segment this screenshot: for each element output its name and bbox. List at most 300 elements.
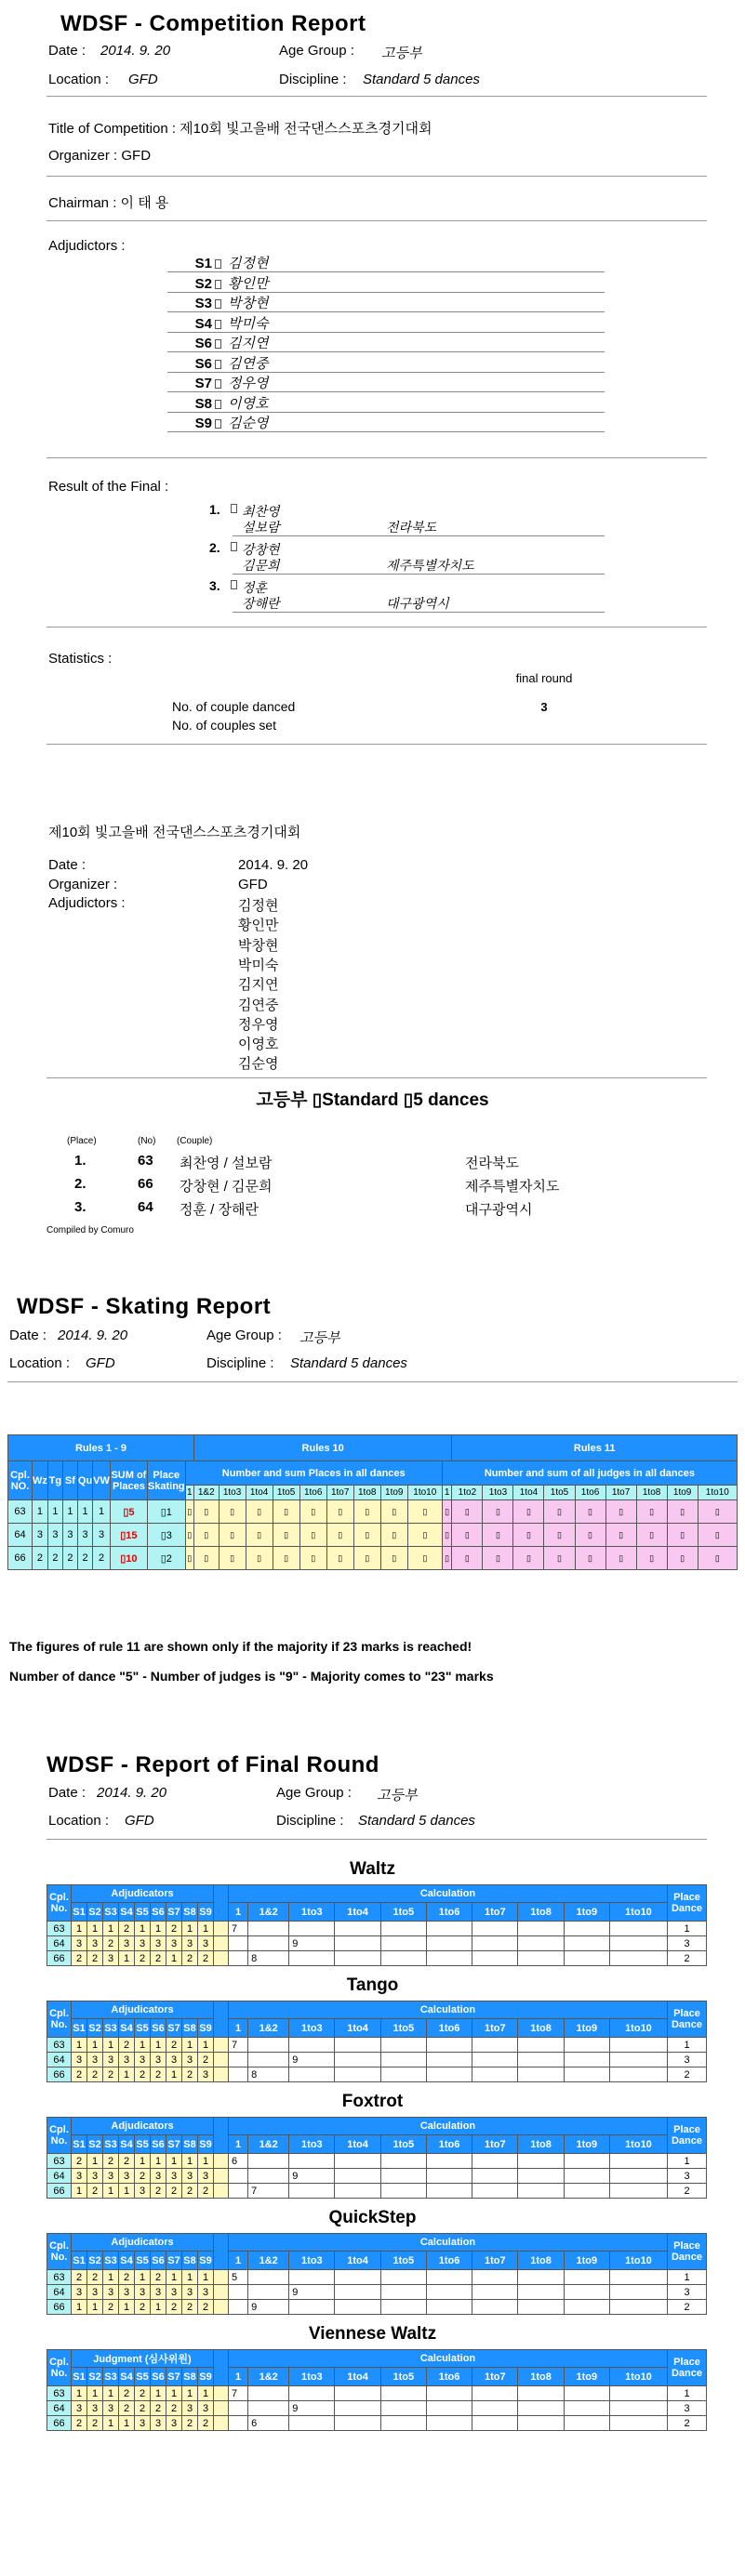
couple-number: 63 [47, 2154, 72, 2169]
calc-cell [609, 2154, 667, 2169]
calc-col-header: 1to3 [289, 2019, 335, 2038]
calc-cell [248, 1922, 289, 1936]
calc-cell: 5 [229, 2270, 248, 2285]
judge-mark: 3 [103, 1951, 119, 1966]
adjudicators-label: Adjudictors : [48, 238, 126, 254]
rules11-cell: ▯ [442, 1500, 452, 1524]
calc-cell [609, 2053, 667, 2067]
place-dance: 3 [668, 2401, 707, 2416]
cpl-no-header: Cpl. No. [47, 2234, 72, 2270]
rules11-cell: ▯ [605, 1524, 636, 1547]
place-dance: 2 [668, 2416, 707, 2431]
sum-of-places: ▯15 [110, 1524, 147, 1547]
judge-mark: 3 [103, 2053, 119, 2067]
judge-header: S9 [198, 2019, 214, 2038]
calc-cell [609, 2038, 667, 2053]
couple-number: 63 [47, 2386, 72, 2401]
judge-mark: 3 [135, 2184, 151, 2199]
calc-cell [609, 2300, 667, 2315]
adjudicator-code: S4 [194, 315, 212, 332]
calc-cell: 7 [248, 2184, 289, 2199]
place-dance: 2 [668, 1951, 707, 1966]
dance-col-header: Qu [77, 1461, 92, 1500]
judge-mark: 3 [72, 2053, 87, 2067]
judge-header: S6 [151, 1903, 166, 1922]
calc-cell [426, 2067, 472, 2082]
calc-col-header: 1to8 [518, 2252, 564, 2270]
rules11-cell: ▯ [452, 1547, 483, 1570]
place-dance: 2 [668, 2300, 707, 2315]
calc-cell [335, 2270, 380, 2285]
calc-cell [564, 2300, 609, 2315]
spacer [214, 2067, 229, 2082]
judge-mark: 2 [72, 2270, 87, 2285]
rules11-cell: ▯ [698, 1500, 737, 1524]
judge-mark: 2 [182, 2300, 198, 2315]
calc-cell [380, 2285, 426, 2300]
calc-cell [335, 1936, 380, 1951]
place-dance: 2 [668, 2184, 707, 2199]
calc-col-header: 1&2 [248, 2019, 289, 2038]
calc-cell [472, 2038, 518, 2053]
calc-cell [518, 1951, 564, 1966]
result-lady: 설보람 [242, 520, 280, 535]
calc-cell [289, 2067, 335, 2082]
rules11-col-header: 1to2 [452, 1486, 483, 1500]
judge-header: S3 [103, 2368, 119, 2386]
rules11-cell: ▯ [483, 1500, 513, 1524]
calc-col-header: 1to9 [564, 2368, 609, 2386]
calc-cell [609, 2401, 667, 2416]
dance-place: 1 [62, 1500, 77, 1524]
judge-header: S7 [166, 2252, 182, 2270]
rules11-cell: ▯ [452, 1500, 483, 1524]
judge-mark: 1 [182, 2270, 198, 2285]
calc-cell [335, 2300, 380, 2315]
rules11-col-header: 1to4 [513, 1486, 544, 1500]
checkbox-icon [215, 339, 221, 349]
couple-number: 64 [47, 2285, 72, 2300]
rules11-col-header: 1to6 [575, 1486, 605, 1500]
calc-cell [229, 2401, 248, 2416]
judge-mark: 1 [182, 1922, 198, 1936]
judge-mark: 1 [119, 2300, 135, 2315]
dance-table [47, 2001, 707, 2082]
age-label: Age Group : [279, 43, 354, 59]
calc-cell [564, 2154, 609, 2169]
judge-mark: 2 [119, 2270, 135, 2285]
spacer [214, 2118, 229, 2154]
judge-mark: 3 [182, 2169, 198, 2184]
couples-set-label: No. of couples set [172, 718, 277, 733]
judge-mark: 2 [103, 2154, 119, 2169]
judge-header: S5 [135, 2019, 151, 2038]
judge-header: S1 [72, 1903, 87, 1922]
dance-title: Tango [346, 1975, 399, 1995]
judge-mark: 2 [119, 2038, 135, 2053]
rules10-col-header: 1 [185, 1486, 193, 1500]
judge-mark: 1 [103, 2386, 119, 2401]
dance-place: 2 [62, 1547, 77, 1570]
cpl-no-header: Cpl. No. [47, 1885, 72, 1922]
judge-mark: 3 [198, 1936, 214, 1951]
cpl-no-header: Cpl. No. [47, 2118, 72, 2154]
report-title: WDSF - Competition Report [60, 11, 366, 36]
dance-col-header: Sf [62, 1461, 77, 1500]
judge-mark: 2 [198, 2184, 214, 2199]
calc-cell [380, 1951, 426, 1966]
judge-mark: 1 [182, 2386, 198, 2401]
result-region: 전라북도 [386, 520, 437, 535]
judge-header: S8 [182, 2252, 198, 2270]
spacer [214, 2184, 229, 2199]
judge-mark: 3 [198, 2169, 214, 2184]
calc-cell [609, 2067, 667, 2082]
judge-mark: 2 [182, 2067, 198, 2082]
calc-cell [335, 2416, 380, 2431]
rules10-cell: ▯ [219, 1500, 246, 1524]
rules11-cell: ▯ [667, 1500, 698, 1524]
dance-table [47, 2233, 707, 2315]
calc-col-header: 1to8 [518, 2135, 564, 2154]
spacer [214, 2416, 229, 2431]
result-man: 강창현 [242, 542, 280, 557]
judge-mark: 2 [198, 2300, 214, 2315]
judge-mark: 2 [166, 2184, 182, 2199]
calc-cell [380, 1922, 426, 1936]
judge-mark: 3 [166, 2053, 182, 2067]
judge-mark: 3 [72, 2169, 87, 2184]
calculation-header: Calculation [229, 2118, 668, 2135]
judge-mark: 2 [135, 2300, 151, 2315]
divider [233, 535, 605, 536]
judge-mark: 1 [182, 2038, 198, 2053]
calc-cell [248, 2053, 289, 2067]
rules10-cell: ▯ [185, 1500, 193, 1524]
skating-table [7, 1434, 738, 1570]
calc-cell [564, 2386, 609, 2401]
couple-number: 64 [47, 2053, 72, 2067]
judge-mark: 2 [72, 2067, 87, 2082]
calc-cell: 8 [248, 2067, 289, 2082]
rules11-cell: ▯ [544, 1524, 575, 1547]
dance-title: QuickStep [328, 2208, 417, 2227]
judge-mark: 1 [72, 2038, 87, 2053]
place-dance: 1 [668, 2270, 707, 2285]
judge-header: S7 [166, 2135, 182, 2154]
rules11-cell: ▯ [698, 1547, 737, 1570]
judge-mark: 1 [135, 2270, 151, 2285]
calc-cell [472, 2154, 518, 2169]
calc-col-header: 1to6 [426, 2252, 472, 2270]
rules10-cell: ▯ [193, 1524, 219, 1547]
rules11-cell: ▯ [636, 1524, 667, 1547]
calculation-header: Calculation [229, 1885, 668, 1903]
calc-col-header: 1&2 [248, 2135, 289, 2154]
calc-col-header: 1to4 [335, 2368, 380, 2386]
judge-mark: 2 [182, 1951, 198, 1966]
rules11-col-header: 1to10 [698, 1486, 737, 1500]
rules10-cell: ▯ [273, 1524, 299, 1547]
judge-mark: 1 [198, 2154, 214, 2169]
place-dance-header: Place Dance [668, 1885, 707, 1922]
final-round-value: 3 [540, 700, 548, 714]
calc-col-header: 1to3 [289, 2135, 335, 2154]
adjudicator-row [167, 353, 605, 373]
rules11-cell: ▯ [442, 1524, 452, 1547]
compiled-by: Compiled by Comuro [47, 1225, 134, 1235]
skating-note-1: The figures of rule 11 are shown only if the majority if 23 marks is reached! [9, 1639, 472, 1654]
summary-adj-label: Adjudictors : [48, 895, 126, 911]
dance-place: 3 [93, 1524, 111, 1547]
rules10-cell: ▯ [219, 1524, 246, 1547]
spacer [214, 2169, 229, 2184]
calc-cell [564, 1922, 609, 1936]
adjudicator-name: 정우영 [228, 376, 269, 391]
calc-col-header: 1to9 [564, 2019, 609, 2038]
calc-cell [564, 2053, 609, 2067]
date-label: Date : [48, 43, 86, 59]
calc-cell: 6 [229, 2154, 248, 2169]
fr-date: 2014. 9. 20 [97, 1785, 167, 1801]
couple-number: 63 [47, 2270, 72, 2285]
sk-disc-label: Discipline : [206, 1355, 274, 1371]
calc-cell [472, 2285, 518, 2300]
judge-mark: 2 [119, 2401, 135, 2416]
calc-cell [248, 2038, 289, 2053]
adjudicator-row [167, 333, 605, 352]
calc-cell: 9 [289, 2169, 335, 2184]
summary-adjudicator: 정우영 [238, 1016, 279, 1033]
adjudicator-row [167, 313, 605, 333]
calc-cell [289, 2184, 335, 2199]
sk-loc-label: Location : [9, 1355, 71, 1371]
calc-cell [564, 1951, 609, 1966]
divider [233, 574, 605, 575]
calc-cell [564, 2169, 609, 2184]
dance-title: Foxtrot [341, 2092, 404, 2111]
calc-cell [426, 2053, 472, 2067]
rules11-cell: ▯ [513, 1547, 544, 1570]
judge-header: S3 [103, 1903, 119, 1922]
judge-mark: 3 [119, 1936, 135, 1951]
judge-mark: 1 [87, 1922, 103, 1936]
judge-mark: 1 [166, 2270, 182, 2285]
judge-header: S4 [119, 1903, 135, 1922]
rules11-cell: ▯ [605, 1547, 636, 1570]
rules10-col-header: 1to4 [246, 1486, 273, 1500]
judge-mark: 2 [182, 2184, 198, 2199]
calc-cell [248, 2386, 289, 2401]
checkbox-icon [215, 360, 221, 369]
couple-number: 64 [47, 2401, 72, 2416]
fr-age-label: Age Group : [276, 1785, 352, 1801]
judge-mark: 3 [103, 2169, 119, 2184]
calc-cell [426, 2401, 472, 2416]
summary-adjudicator: 박창현 [238, 937, 279, 954]
summary-date-label: Date : [48, 857, 86, 873]
place-skating-header: Place Skating [147, 1461, 185, 1500]
judge-header: S6 [151, 2019, 166, 2038]
calc-cell: 8 [248, 1951, 289, 1966]
judge-mark: 2 [103, 2067, 119, 2082]
calc-cell: 7 [229, 2386, 248, 2401]
calc-col-header: 1to5 [380, 2019, 426, 2038]
calc-cell [248, 1936, 289, 1951]
calc-cell [380, 1936, 426, 1951]
judge-header: S8 [182, 2019, 198, 2038]
judge-header: S1 [72, 2135, 87, 2154]
spacer [214, 1922, 229, 1936]
judge-mark: 1 [87, 2038, 103, 2053]
judge-mark: 3 [119, 2285, 135, 2300]
judge-mark: 3 [198, 2401, 214, 2416]
judge-mark: 3 [166, 2285, 182, 2300]
calc-cell [426, 2154, 472, 2169]
judge-mark: 3 [103, 2285, 119, 2300]
calc-cell [426, 2300, 472, 2315]
calc-cell [229, 1951, 248, 1966]
calc-col-header: 1to8 [518, 1903, 564, 1922]
calc-cell [335, 2053, 380, 2067]
rules10-cell: ▯ [326, 1500, 353, 1524]
calc-cell [609, 2285, 667, 2300]
calc-cell [229, 2300, 248, 2315]
calc-col-header: 1 [229, 2019, 248, 2038]
calc-cell: 9 [289, 1936, 335, 1951]
calc-cell [472, 2053, 518, 2067]
calc-col-header: 1to5 [380, 2135, 426, 2154]
dance-col-header: VW [93, 1461, 111, 1500]
couple-number: 66 [47, 2067, 72, 2082]
judge-mark: 2 [103, 1936, 119, 1951]
calc-cell [472, 2300, 518, 2315]
summary-heading: 고등부 ▯Standard ▯5 dances [256, 1090, 489, 1110]
judge-header: S7 [166, 2019, 182, 2038]
calc-cell [335, 2038, 380, 2053]
calc-cell [335, 1922, 380, 1936]
statistics-label: Statistics : [48, 651, 113, 667]
rules11-col-header: 1to9 [667, 1486, 698, 1500]
adjudicator-row [167, 253, 605, 272]
rules10-col-header: 1to9 [380, 1486, 407, 1500]
skating-title: WDSF - Skating Report [17, 1294, 272, 1319]
dance-table [47, 2349, 707, 2431]
judge-mark: 1 [182, 2154, 198, 2169]
calc-cell [564, 2067, 609, 2082]
calc-cell [335, 2401, 380, 2416]
judge-mark: 2 [103, 2300, 119, 2315]
dance-place: 3 [62, 1524, 77, 1547]
result-row [177, 578, 605, 615]
calc-cell: 9 [289, 2401, 335, 2416]
rules10-cell: ▯ [380, 1547, 407, 1570]
adjudicator-code: S7 [194, 376, 212, 391]
calc-cell [229, 2184, 248, 2199]
judge-header: S2 [87, 2368, 103, 2386]
judge-mark: 1 [135, 2038, 151, 2053]
calc-cell [335, 2184, 380, 2199]
rules11-cell: ▯ [698, 1524, 737, 1547]
calc-cell [426, 2386, 472, 2401]
summary-place: 2. [74, 1176, 86, 1192]
rules11-cell: ▯ [452, 1524, 483, 1547]
calc-cell [518, 2053, 564, 2067]
dance-place: 2 [93, 1547, 111, 1570]
calc-col-header: 1to3 [289, 2252, 335, 2270]
checkbox-icon [215, 259, 221, 269]
rules10-subheader: Number and sum Places in all dances [185, 1461, 442, 1486]
judge-mark: 1 [119, 1951, 135, 1966]
calc-cell [289, 2154, 335, 2169]
judge-mark: 3 [151, 2053, 166, 2067]
cpl-no-header: Cpl. NO. [8, 1461, 33, 1500]
summary-no: 63 [138, 1153, 153, 1169]
calc-col-header: 1to6 [426, 1903, 472, 1922]
judge-mark: 1 [135, 1922, 151, 1936]
judge-mark: 3 [182, 2053, 198, 2067]
calc-cell [426, 2169, 472, 2184]
spacer [214, 1951, 229, 1966]
calculation-header: Calculation [229, 2350, 668, 2368]
adjudicator-code: S6 [194, 336, 212, 351]
place-dance: 1 [668, 2154, 707, 2169]
calc-cell [609, 2270, 667, 2285]
judge-mark: 3 [135, 2416, 151, 2431]
rules10-cell: ▯ [353, 1524, 380, 1547]
rules11-cell: ▯ [544, 1500, 575, 1524]
calc-col-header: 1&2 [248, 1903, 289, 1922]
couple-number: 66 [47, 1951, 72, 1966]
judge-mark: 1 [198, 1922, 214, 1936]
judge-header: S4 [119, 2252, 135, 2270]
competition-label: Title of Competition : 제10회 빛고을배 전국댄스스포츠경기대회 [48, 121, 432, 137]
dance-table [47, 2117, 707, 2199]
calc-cell: 7 [229, 1922, 248, 1936]
rules10-cell: ▯ [299, 1500, 326, 1524]
calc-cell: 7 [229, 2038, 248, 2053]
place-dance: 3 [668, 1936, 707, 1951]
judge-header: S8 [182, 2368, 198, 2386]
dance-place: 3 [77, 1524, 92, 1547]
rules10-cell: ▯ [326, 1547, 353, 1570]
sum-of-places: ▯10 [110, 1547, 147, 1570]
judge-header: S3 [103, 2135, 119, 2154]
judge-mark: 3 [87, 2169, 103, 2184]
calc-col-header: 1 [229, 1903, 248, 1922]
rules10-cell: ▯ [326, 1524, 353, 1547]
rules10-cell: ▯ [246, 1500, 273, 1524]
calc-cell [289, 2038, 335, 2053]
judge-mark: 3 [87, 2401, 103, 2416]
spacer [214, 1936, 229, 1951]
rules10-cell: ▯ [219, 1547, 246, 1570]
summary-adjudicator: 이영호 [238, 1037, 279, 1053]
judge-mark: 3 [72, 2401, 87, 2416]
dance-place: 3 [33, 1524, 48, 1547]
result-label: Result of the Final : [48, 479, 169, 495]
calc-cell [426, 2416, 472, 2431]
judge-header: S4 [119, 2368, 135, 2386]
calc-col-header: 1to7 [472, 2019, 518, 2038]
result-place: 1. [209, 502, 220, 517]
couple-number: 66 [47, 2416, 72, 2431]
judge-mark: 2 [135, 2169, 151, 2184]
calc-col-header: 1&2 [248, 2252, 289, 2270]
place-dance: 1 [668, 2386, 707, 2401]
spacer [214, 2038, 229, 2053]
rules11-cell: ▯ [513, 1524, 544, 1547]
